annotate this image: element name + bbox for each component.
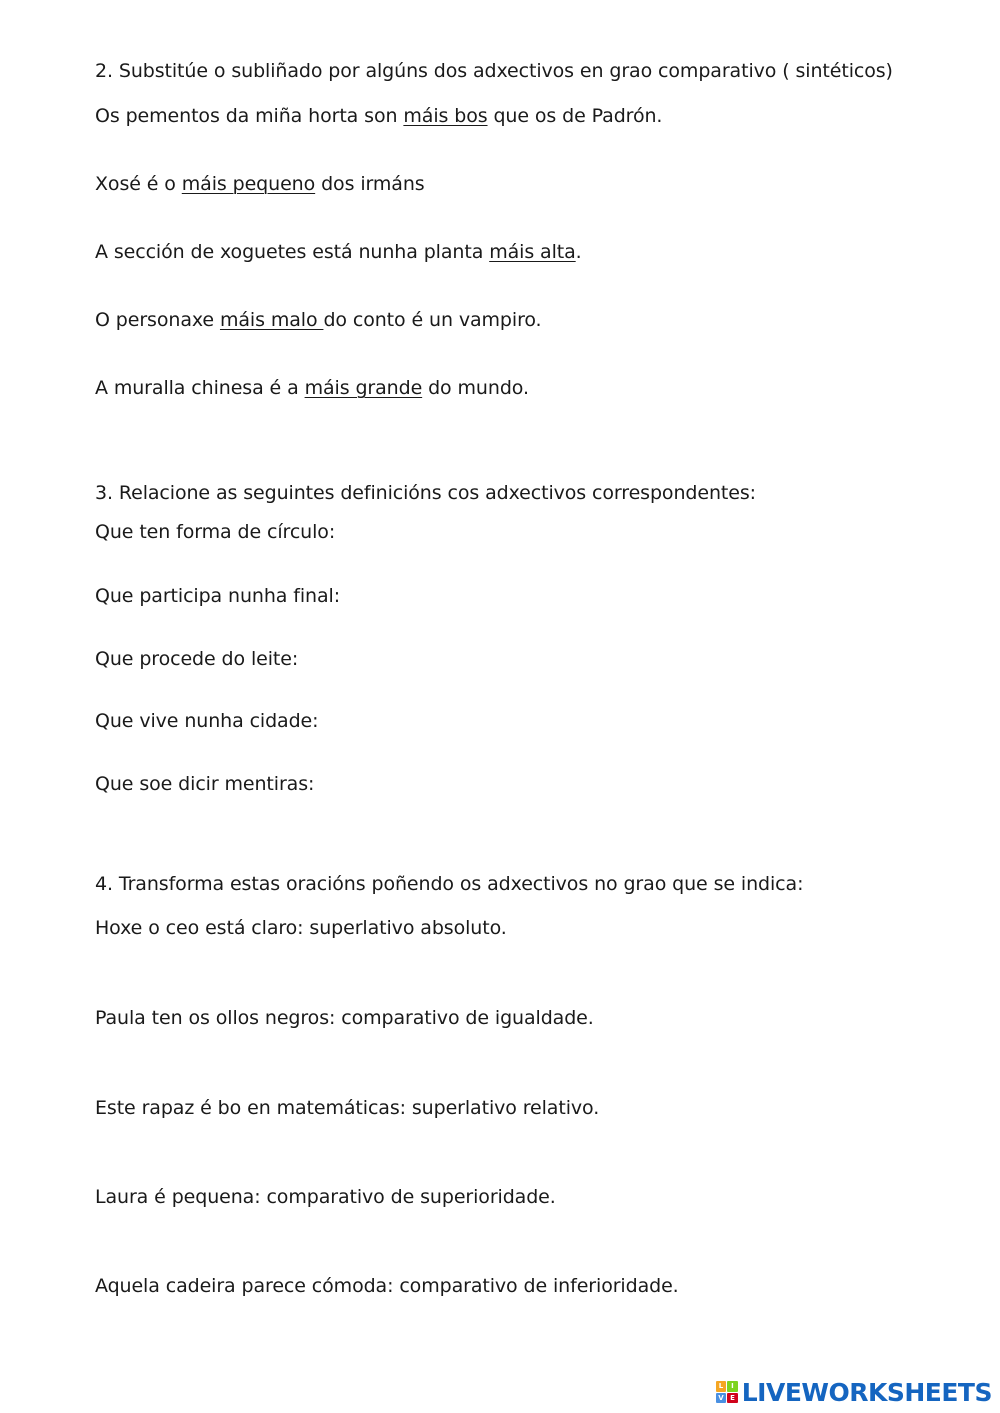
underlined-phrase: máis bos [403,105,488,127]
definition-item: Que participa nunha final: [95,585,341,607]
transform-item: Este rapaz é bo en matemáticas: superlativo relativo. [95,1097,600,1119]
underlined-phrase: máis alta [489,241,576,263]
section-2-item: A muralla chinesa é a máis grande do mundo. [95,377,529,399]
liveworksheets-logo-icon: L I V E [716,1381,738,1403]
underlined-phrase: máis malo [219,309,324,331]
transform-item: Laura é pequena: comparativo de superioridade. [95,1186,556,1208]
underlined-phrase: máis pequeno [181,173,316,195]
definition-item: Que soe dicir mentiras: [95,773,315,795]
definition-item: Que vive nunha cidade: [95,710,319,732]
section-2-item: A sección de xoguetes está nunha planta máis alta. [95,241,582,263]
definition-item: Que procede do leite: [95,648,299,670]
liveworksheets-logo [716,1377,992,1407]
definition-item: Que ten forma de círculo: [95,521,336,543]
section-3-title: 3. Relacione as seguintes definicións cos adxectivos correspondentes: [95,482,756,504]
section-2-item: O personaxe máis malo do conto é un vampiro. [95,309,542,331]
section-2-item: Xosé é o máis pequeno dos irmáns [95,173,425,195]
section-4-title: 4. Transforma estas oracións poñendo os adxectivos no grao que se indica: [95,873,804,895]
transform-item: Hoxe o ceo está claro: superlativo absoluto. [95,917,507,939]
underlined-phrase: máis grande [304,377,423,399]
transform-item: Paula ten os ollos negros: comparativo de igualdade. [95,1007,594,1029]
logo-text: LIVEWORKSHEETS [741,1377,992,1407]
section-2-item: Os pementos da miña horta son máis bos que os de Padrón. [95,105,663,127]
section-2-title: 2. Substitúe o subliñado por algúns dos adxectivos en grao comparativo ( sintéticos) [95,60,893,82]
transform-item: Aquela cadeira parece cómoda: comparativo de inferioridade. [95,1275,679,1297]
